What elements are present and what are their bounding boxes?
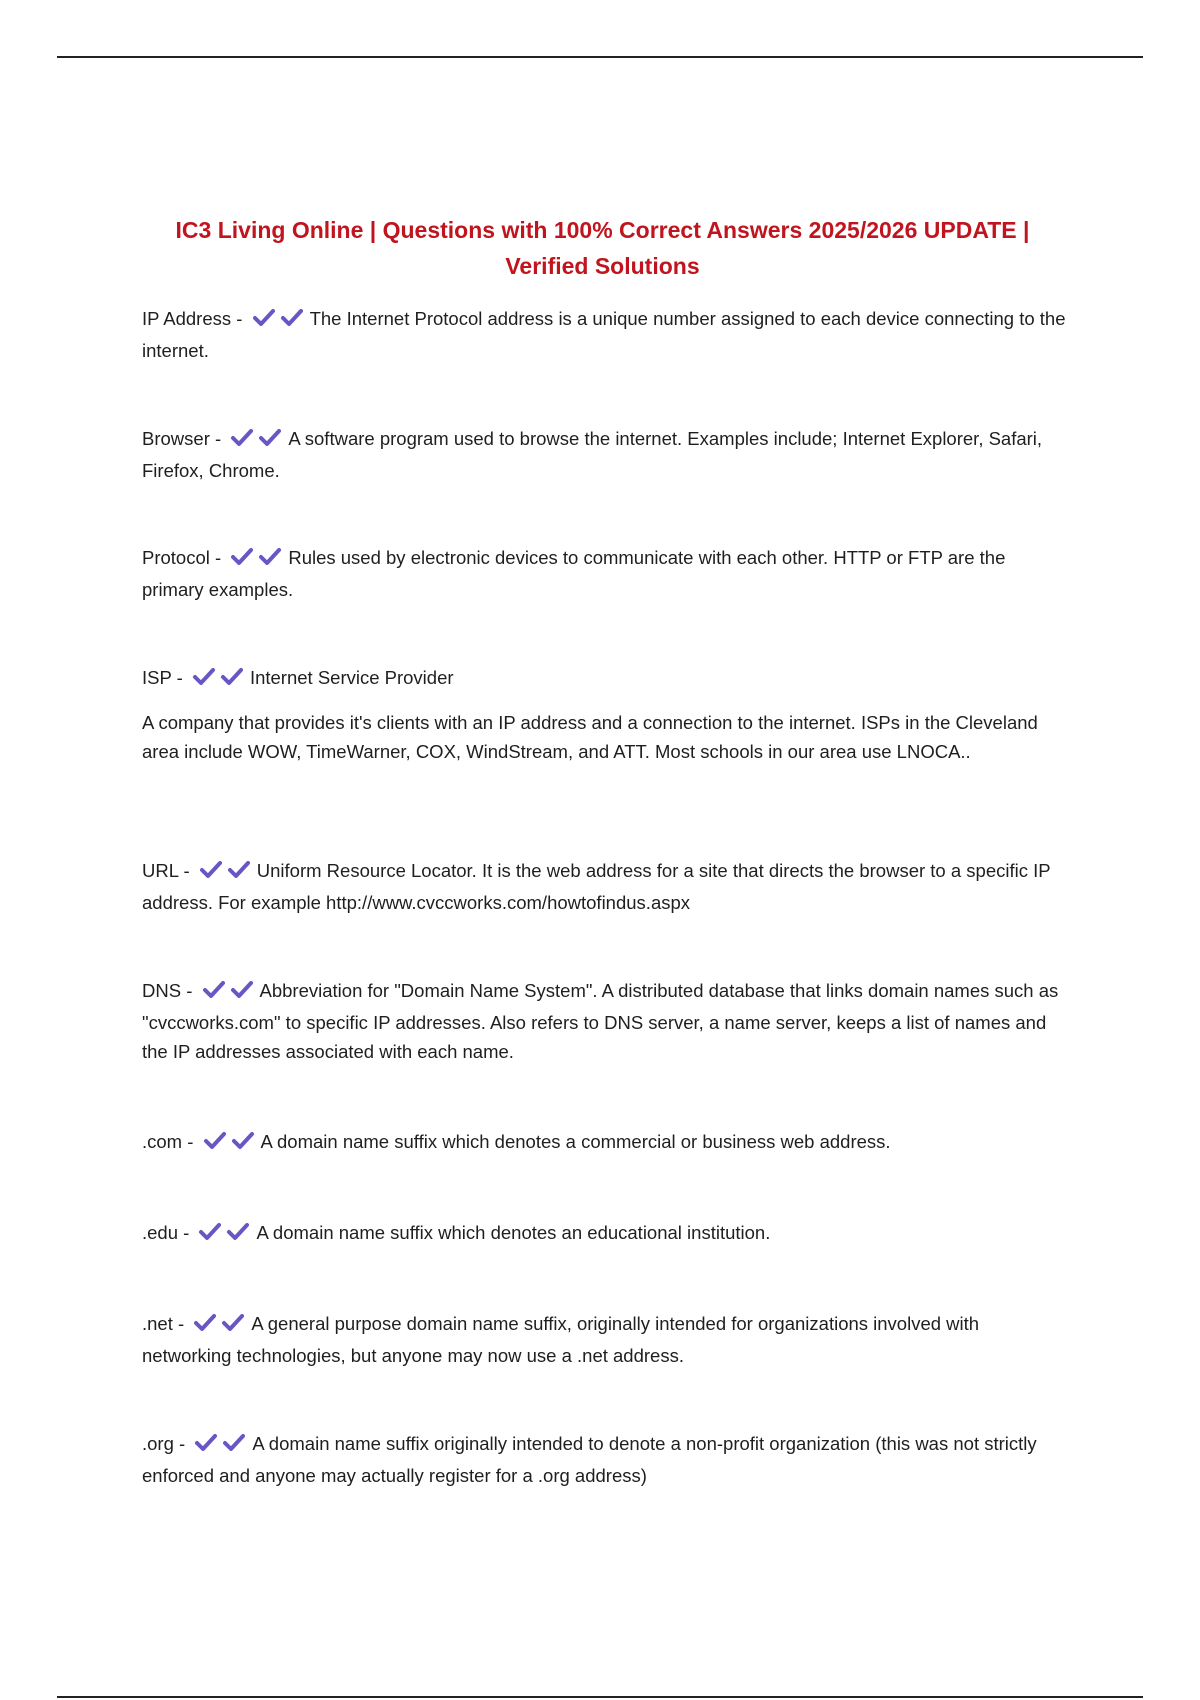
entry-definition: The Internet Protocol address is a unique number assigned to each device connecting to the internet.: [142, 308, 1066, 361]
entry-definition: Uniform Resource Locator. It is the web address for a site that directs the browser to a specific IP address. For example http://www.cvccworks.com/howtofindus.aspx: [142, 860, 1051, 913]
entry-edu: [142, 1218, 1072, 1250]
double-check-icon: [203, 1130, 259, 1159]
entry-definition: A domain name suffix which denotes a commercial or business web address.: [260, 1131, 891, 1152]
entry-definition: A software program used to browse the internet. Examples include; Internet Explorer, Safari, Firefox, Chrome.: [142, 428, 1043, 481]
entry-separator: -: [209, 428, 227, 449]
entry-term: Protocol: [142, 547, 210, 568]
entry-definition: Abbreviation for "Domain Name System". A distributed database that links domain names such as "cvccworks.com" to specific IP addresses. Also refers to DNS server, a name server, keeps a list of names and the IP addresses associated with each name.: [142, 980, 1059, 1062]
double-check-icon: [230, 427, 286, 456]
entry-browser: [142, 424, 1072, 485]
double-check-icon: [202, 979, 258, 1008]
double-check-icon: [199, 859, 255, 888]
entry-definition: A domain name suffix which denotes an educational institution.: [256, 1222, 771, 1243]
entry-term: .org: [142, 1433, 174, 1454]
entry-definition: Rules used by electronic devices to communicate with each other. HTTP or FTP are the primary examples.: [142, 547, 1006, 600]
double-check-icon: [230, 546, 286, 575]
double-check-icon: [252, 307, 308, 336]
document-title: IC3 Living Online | Questions with 100% Correct Answers 2025/2026 UPDATE | Verified Solutions: [175, 217, 1030, 279]
entry-term: .net: [142, 1313, 173, 1334]
entry-com: [142, 1127, 1072, 1159]
entry-url: [142, 856, 1072, 917]
entry-separator: -: [178, 860, 195, 881]
entry-term: URL: [142, 860, 179, 881]
double-check-icon: [192, 666, 248, 695]
entry-term: IP Address: [142, 308, 232, 329]
top-rule: [57, 56, 1143, 58]
entry-separator: -: [171, 667, 188, 688]
entry-separator: -: [231, 308, 248, 329]
entry-term: .edu: [142, 1222, 179, 1243]
entry-net: [142, 1309, 1072, 1370]
entry-term: ISP: [142, 667, 172, 688]
entry-isp-extra: A company that provides it's clients with an IP address and a connection to the internet. ISPs in the Cleveland area include WOW, TimeWarner, COX, WindStream, and ATT. Most schools in our area use LNOCA..: [142, 712, 1038, 762]
entry-term: Browser: [142, 428, 210, 449]
double-check-icon: [193, 1312, 249, 1341]
entry-definition: A general purpose domain name suffix, originally intended for organizations involved with networking technologies, but anyone may now use a .net address.: [142, 1313, 980, 1366]
entry-term: .com: [142, 1131, 183, 1152]
entry-definition: Internet Service Provider: [249, 667, 454, 688]
entry-dns: [142, 976, 1072, 1066]
entry-separator: -: [209, 547, 227, 568]
entry-separator: -: [172, 1313, 190, 1334]
entry-separator: -: [182, 1131, 199, 1152]
double-check-icon: [194, 1432, 250, 1461]
entry-separator: -: [181, 980, 198, 1001]
entry-isp: [142, 663, 1072, 695]
bottom-rule: [57, 1696, 1143, 1698]
entry-separator: -: [173, 1433, 191, 1454]
double-check-icon: [198, 1221, 254, 1250]
entry-org: [142, 1429, 1072, 1490]
entry-ip-address: [142, 304, 1072, 365]
entry-term: DNS: [142, 980, 182, 1001]
entry-separator: -: [178, 1222, 195, 1243]
entry-protocol: [142, 543, 1072, 604]
entry-definition: A domain name suffix originally intended to denote a non-profit organization (this was not strictly enforced and anyone may actually register for a .org address): [142, 1433, 1037, 1486]
